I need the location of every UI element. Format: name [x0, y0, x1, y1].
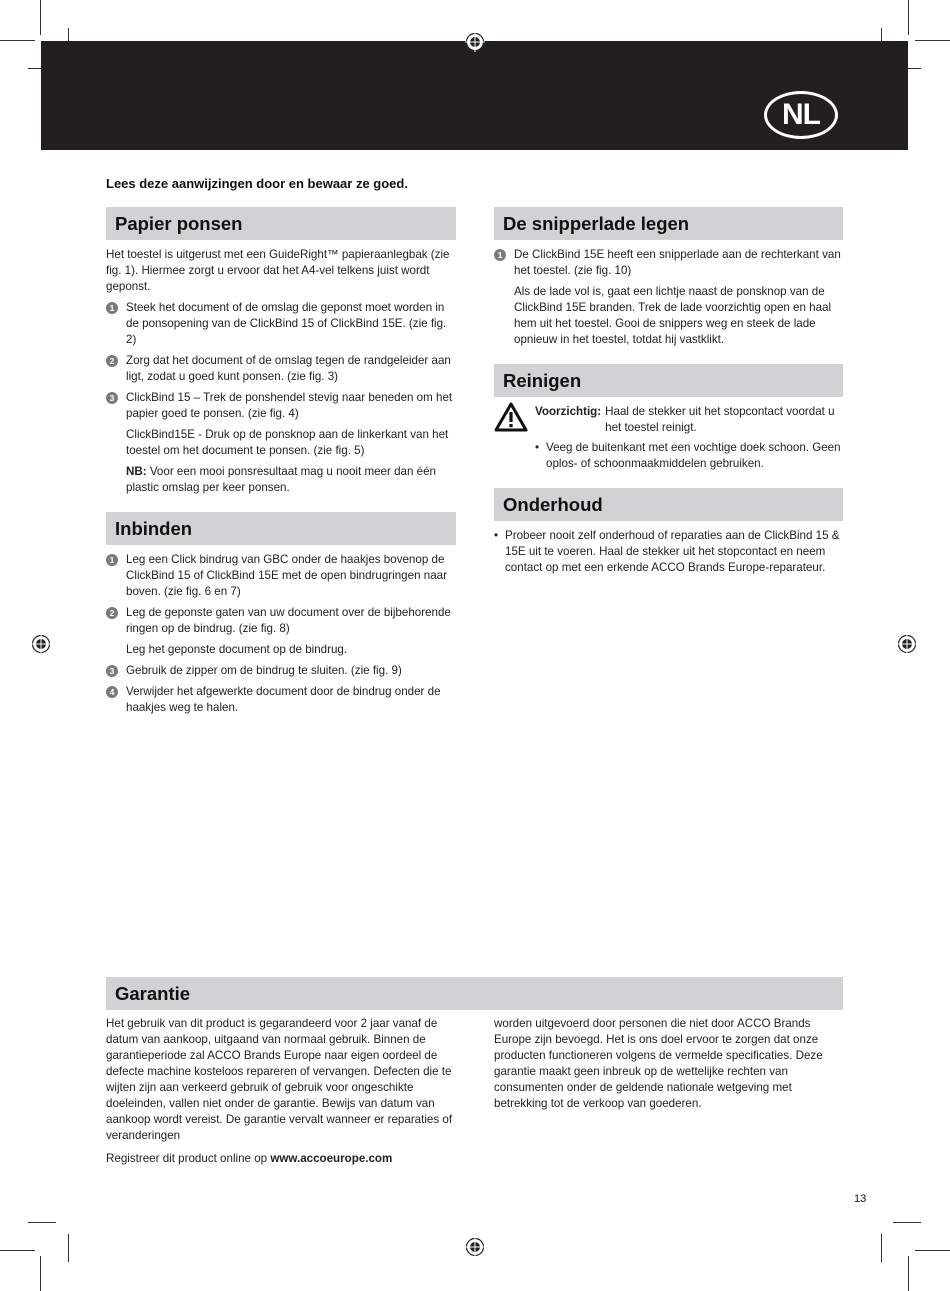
step-item [106, 390, 456, 422]
caution-label: Voorzichtig: [535, 405, 602, 418]
language-badge: NL [764, 91, 838, 139]
step-item [106, 300, 456, 348]
crop-mark-icon [915, 1250, 950, 1251]
step-number-icon: 2 [106, 607, 118, 619]
register-line [106, 1151, 456, 1167]
step-number-icon: 2 [106, 355, 118, 367]
step-item [106, 663, 456, 679]
registration-mark-icon [465, 32, 485, 52]
caution-text: Haal de stekker uit het stopcontact voordat u het toestel reinigt. [605, 405, 835, 434]
inbinden-note: Leg het geponste document op de bindrug. [126, 643, 348, 656]
step-number-icon: 4 [106, 686, 118, 698]
crop-mark-icon [0, 40, 35, 41]
step-text: Steek het document of de omslag die geponst moet worden in de ponsopening van de ClickBind 15 of ClickBind 15E. (zie fig. 2) [126, 301, 447, 346]
register-link[interactable]: www.accoeurope.com [270, 1152, 393, 1165]
registration-mark-icon [31, 634, 51, 654]
garantie-left-text: Het gebruik van dit product is gegarandeerd voor 2 jaar vanaf de datum van aankoop, uitgaand van normaal gebruik. Binnen de garantieperiode zal ACCO Brands Europe naar eigen oordeel de defecte machine kosteloos repareren of vervangen. Defecten die te wijten zijn aan verkeerd gebruik of gebruik voor ongeschikte doeleinden, vallen niet onder de garantie. Bewijs van datum van aankoop wordt vereist. De garantie vervalt wanneer er reparaties of veranderingen [106, 1017, 453, 1142]
section-title-reinigen: Reinigen [494, 364, 843, 397]
nb-note [106, 464, 456, 496]
crop-mark-icon [881, 1234, 882, 1262]
step-item [106, 605, 456, 637]
register-text: Registreer dit product online op [106, 1152, 271, 1165]
step-number-icon: 1 [494, 249, 506, 261]
step-number-icon: 3 [106, 392, 118, 404]
section-title-inbinden: Inbinden [106, 512, 456, 545]
page-number: 13 [854, 1193, 867, 1205]
garantie-right-text: worden uitgevoerd door personen die niet door ACCO Brands Europe zijn bevoegd. Het is ons doel ervoor te zorgen dat onze producten functioneren volgens de vermelde specificaties. Deze garantie maakt geen inbreuk op de wettelijke rechten van consumenten onder de geldende nationale wetgeving met betrekking tot de verkoop van goederen. [494, 1017, 823, 1110]
step-item [106, 353, 456, 385]
bullet-icon: • [535, 441, 540, 454]
section-title-onderhoud: Onderhoud [494, 488, 843, 521]
crop-mark-icon [908, 1256, 909, 1291]
crop-mark-icon [68, 1234, 69, 1262]
step-text: De ClickBind 15E heeft een snipperlade aan de rechterkant van het toestel. (zie fig. 10) [514, 248, 841, 277]
warning-triangle-icon [494, 402, 528, 432]
crop-mark-icon [908, 0, 909, 35]
section-title-snipperlade: De snipperlade legen [494, 207, 843, 240]
nb-text: Voor een mooi ponsresultaat mag u nooit meer dan één plastic omslag per keer ponsen. [126, 465, 436, 494]
crop-mark-icon [915, 40, 950, 41]
garantie-left-column [106, 1016, 456, 1172]
bullet-text: Veeg de buitenkant met een vochtige doek schoon. Geen oplos- of schoonmaakmiddelen gebruiken. [546, 441, 841, 470]
caution-block [494, 404, 843, 436]
right-column [494, 207, 843, 581]
clickbind15e-note: ClickBind15E - Druk op de ponsknop aan de linkerkant van het toestel om het document te ponsen. (zie fig. 5) [126, 428, 449, 457]
step-text: ClickBind 15 – Trek de ponshendel stevig naar beneden om het papier goed te ponsen. (zie fig. 4) [126, 391, 453, 420]
onderhoud-bullet [494, 528, 843, 576]
crop-mark-icon [28, 1222, 56, 1223]
crop-mark-icon [40, 0, 41, 35]
section-title-papier-ponsen: Papier ponsen [106, 207, 456, 240]
bullet-text: Probeer nooit zelf onderhoud of reparaties aan de ClickBind 15 & 15E uit te voeren. Haal de stekker uit het stopcontact en neem contact op met een erkende ACCO Brands Europe-reparateur. [505, 529, 840, 574]
step-item [494, 247, 843, 279]
step-item [106, 684, 456, 716]
caution-row [535, 404, 843, 436]
registration-mark-icon [897, 634, 917, 654]
crop-mark-icon [893, 1222, 921, 1223]
step-text: Gebruik de zipper om de bindrug te sluiten. (zie fig. 9) [126, 664, 402, 677]
step-text: Leg een Click bindrug van GBC onder de haakjes bovenop de ClickBind 15 of ClickBind 15E met de open bindrugringen naar boven. (zie fig. 6 en 7) [126, 553, 447, 598]
step-number-icon: 3 [106, 665, 118, 677]
garantie-section [106, 977, 843, 1017]
left-column [106, 207, 456, 721]
step-text: Zorg dat het document of de omslag tegen de randgeleider aan ligt, zodat u goed kunt ponsen. (zie fig. 3) [126, 354, 451, 383]
intro-line: Lees deze aanwijzingen door en bewaar ze goed. [106, 176, 408, 191]
section-title-garantie: Garantie [106, 977, 843, 1010]
papier-ponsen-intro: Het toestel is uitgerust met een GuideRight™ papieraanlegbak (zie fig. 1). Hiermee zorgt u ervoor dat het A4-vel telkens juist wordt geponst. [106, 248, 450, 293]
step-number-icon: 1 [106, 554, 118, 566]
step-number-icon: 1 [106, 302, 118, 314]
step-text: Leg de geponste gaten van uw document over de bijbehorende ringen op de bindrug. (zie fig. 8) [126, 606, 451, 635]
garantie-right-column [494, 1016, 843, 1117]
registration-mark-icon [465, 1237, 485, 1257]
snipperlade-note: Als de lade vol is, gaat een lichtje naast de ponsknop van de ClickBind 15E branden. Trek de lade voorzichtig open en haal hem uit het toestel. Gooi de snippers weg en steek de lade opnieuw in het toestel, totdat hij vastklikt. [514, 285, 832, 346]
bullet-icon: • [494, 529, 499, 542]
nb-label: NB: [126, 465, 147, 478]
step-text: Verwijder het afgewerkte document door de bindrug onder de haakjes weg te halen. [126, 685, 441, 714]
reinigen-bullet [535, 440, 843, 472]
crop-mark-icon [0, 1250, 35, 1251]
step-item [106, 552, 456, 600]
crop-mark-icon [40, 1256, 41, 1291]
